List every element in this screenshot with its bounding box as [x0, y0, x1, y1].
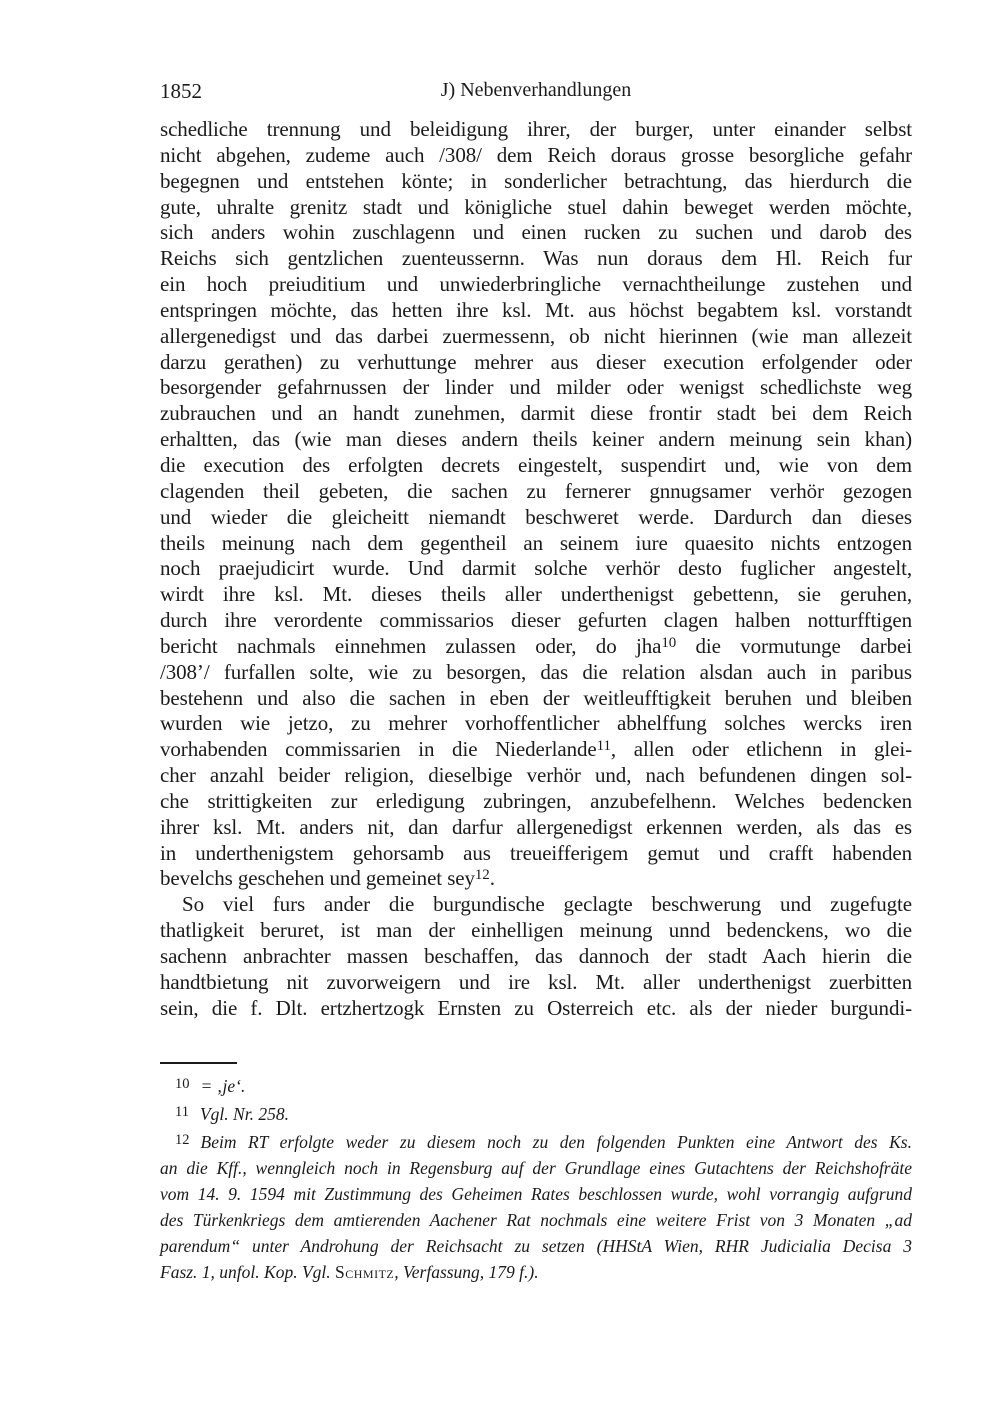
footnote-rule	[160, 1062, 237, 1064]
text-segment: schedliche trennung und beleidigung ihrer, der burger, unter einander selbst	[160, 117, 912, 141]
footnote-number: 12	[175, 1132, 190, 1148]
text-segment: wirdt ihre ksl. Mt. dieses theils aller underthenigst gebettenn, sie geruhen,	[160, 582, 912, 607]
text-segment: Fasz. 1, unfol. Kop. Vgl.	[160, 1262, 336, 1282]
running-head	[160, 79, 912, 107]
text-line	[160, 996, 912, 1022]
text-segment: cher anzahl beider religion, dieselbige verhör und, nach befundenen dingen sol-	[160, 763, 912, 788]
text-line	[160, 401, 912, 427]
footnotes-section	[160, 1062, 912, 1285]
footnote-line	[160, 1127, 912, 1155]
text-line	[160, 272, 912, 298]
text-segment: sein, die f. Dlt. ertzhertzogk Ernsten zu Osterreich etc. als der nieder burgundi-	[160, 995, 912, 1020]
text-segment: handtbietung nit zuvorweigern und ire ksl. Mt. aller underthenigst zuerbitten	[160, 969, 912, 994]
text-line	[160, 944, 912, 970]
text-line	[160, 298, 912, 324]
text-segment: bestehenn und also die sachen in eben der weitleufftigkeit beruhen und bleiben	[160, 685, 912, 710]
text-segment: Reichs sich gentzlichen zuenteussernn. Was nun doraus dem Hl. Reich fur	[160, 246, 912, 271]
footnote-line	[160, 1071, 912, 1099]
text-line	[160, 582, 912, 608]
text-segment: an die Kff., wenngleich noch in Regensburg auf der Grundlage eines Gutachtens der Reichshofräte	[160, 1158, 912, 1178]
footnote-ref-11: 11	[596, 738, 611, 755]
page-number: 1852	[160, 79, 202, 103]
text-line	[160, 686, 912, 712]
text-line	[160, 660, 912, 686]
text-line	[160, 531, 912, 557]
footnote-line	[160, 1099, 912, 1127]
text-segment: sich anders wohin zuschlagenn und einen rucken zu suchen und darob des	[160, 220, 912, 245]
text-line	[160, 350, 912, 376]
text-segment: des Türkenkriegs dem amtierenden Aachener Rat nochmals eine weitere Frist von 3 Monaten „ad	[160, 1210, 912, 1230]
text-segment: /308’/ furfallen solte, wie zu besorgen, das die relation alsdan auch in paribus	[160, 659, 912, 684]
text-line	[160, 246, 912, 272]
text-segment: die execution des erfolgten decrets eingestelt, suspendirt und, wie von dem	[160, 452, 912, 477]
text-segment: darzu gerathen) zu verhuttunge mehrer aus dieser execution erfolgender oder	[160, 349, 912, 374]
text-segment: erhaltten, das (wie man dieses andern theils keiner andern meinung sein khan)	[160, 427, 912, 452]
text-line	[160, 143, 912, 169]
text-line	[160, 220, 912, 246]
text-segment: theils meinung nach dem gegentheil an seinem iure quaesito nichts entzogen	[160, 530, 912, 555]
text-segment: parendum“ unter Androhung der Reichsacht zu setzen (HHStA Wien, RHR Judicialia Decisa 3	[160, 1236, 912, 1256]
footnote-10	[160, 1071, 912, 1099]
text-line	[160, 169, 912, 195]
footnote-ref-10: 10	[661, 634, 677, 651]
text-segment: entspringen möchte, das hetten ihre ksl. Mt. aus höchst begabtem ksl. vorstandt	[160, 297, 912, 322]
text-line	[160, 737, 912, 763]
text-line	[160, 195, 912, 221]
text-segment: nicht abgehen, zudeme auch /308/ dem Reich doraus grosse besorgliche gefahr	[160, 142, 912, 167]
footnote-line	[160, 1259, 912, 1285]
text-segment: vorhabenden commissarien in die Niederlande	[160, 737, 597, 762]
text-line	[160, 453, 912, 479]
text-segment: che strittigkeiten zur erledigung zubringen, anzubefelhenn. Welches bedencken	[160, 788, 912, 813]
text-segment: So viel furs ander die burgundische geclagte beschwerung und zugefugte	[182, 892, 912, 917]
footnote-number: 10	[175, 1076, 190, 1092]
text-segment: ein hoch preiuditium und unwiederbringliche vernachtheilunge zustehen und	[160, 272, 912, 297]
text-segment: in underthenigstem gehorsamb aus treueifferigem gemut und crafft habenden	[160, 840, 912, 865]
text-line	[160, 841, 912, 867]
text-segment: , allen oder etlichenn in glei-	[610, 737, 912, 762]
text-segment: allergenedigst und das darbei zuermessenn, ob nicht hierinnen (wie man allezeit	[160, 323, 912, 348]
footnote-line	[160, 1207, 912, 1233]
text-segment: die vormutunge darbei	[676, 633, 912, 658]
text-segment: ihrer ksl. Mt. anders nit, dan darfur allergenedigst erkennen werden, als das es	[160, 814, 912, 839]
footnote-ref-12: 12	[474, 867, 490, 884]
running-title: J) Nebenverhandlungen	[440, 79, 632, 101]
body-text	[160, 117, 912, 1022]
text-segment: thatligkeit beruret, ist man der einhelligen meinung unnd bedenckens, wo die	[160, 918, 912, 943]
text-line	[160, 608, 912, 634]
text-segment: und wieder die gleicheitt niemandt beschweret werde. Dardurch dan dieses	[160, 504, 912, 529]
text-line	[160, 324, 912, 350]
text-line	[160, 634, 912, 660]
text-line	[160, 117, 912, 143]
text-line	[160, 892, 912, 918]
text-segment: gute, uhralte grenitz stadt und königliche stuel dahin beweget werden möchte,	[160, 194, 912, 219]
smallcaps-author-name: Schmitz	[335, 1262, 395, 1282]
text-line	[160, 763, 912, 789]
footnotes-list	[160, 1071, 912, 1285]
text-line	[160, 970, 912, 996]
text-segment: begegnen und entstehen könte; in sonderlicher betrachtung, das hierdurch die	[160, 168, 912, 193]
text-line	[160, 505, 912, 531]
text-segment: bericht nachmals einnehmen zulassen oder, do jha	[160, 633, 662, 658]
footnote-12	[160, 1127, 912, 1285]
text-segment: = ‚je‘.	[200, 1076, 246, 1096]
text-segment: clagenden theil gebeten, die sachen zu fernerer gnnugsamer verhör gezogen	[160, 478, 912, 503]
text-segment: zubrauchen und an handt zunehmen, darmit diese frontir stadt bei dem Reich	[160, 401, 912, 426]
text-line	[160, 375, 912, 401]
text-line	[160, 711, 912, 737]
text-segment: besorgender gefahrnussen der linder und milder oder wenigst schedlichste weg	[160, 375, 912, 400]
text-line	[160, 918, 912, 944]
text-segment: durch ihre verordente commissarios dieser gefurten clagen halben notturfftigen	[160, 608, 912, 633]
footnote-line	[160, 1181, 912, 1207]
text-line	[160, 427, 912, 453]
text-segment: noch praejudicirt wurde. Und darmit solche verhör desto fuglicher angestelt,	[160, 556, 912, 581]
text-segment: bevelchs geschehen und gemeinet sey	[160, 866, 475, 891]
footnote-line	[160, 1155, 912, 1181]
footnote-number: 11	[175, 1104, 189, 1120]
text-line	[160, 815, 912, 841]
text-line	[160, 789, 912, 815]
text-line	[160, 866, 912, 892]
text-segment: wurden wie jetzo, zu mehrer vorhoffentlicher abhelffung solches wercks iren	[160, 711, 912, 736]
text-segment: Vgl. Nr. 258.	[199, 1104, 289, 1124]
text-segment: .	[489, 866, 495, 891]
footnote-11	[160, 1099, 912, 1127]
text-segment: , Verfassung, 179 f.).	[394, 1262, 539, 1282]
footnote-line	[160, 1233, 912, 1259]
text-segment: vom 14. 9. 1594 mit Zustimmung des Geheimen Rates beschlossen wurde, wohl vorrangig aufgrund	[160, 1184, 912, 1204]
text-line	[160, 479, 912, 505]
text-segment: Beim RT erfolgte weder zu diesem noch zu den folgenden Punkten eine Antwort des Ks.	[200, 1132, 912, 1152]
text-line	[160, 556, 912, 582]
text-segment: sachenn anbrachter massen beschaffen, das dannoch der stadt Aach hierin die	[160, 944, 912, 968]
